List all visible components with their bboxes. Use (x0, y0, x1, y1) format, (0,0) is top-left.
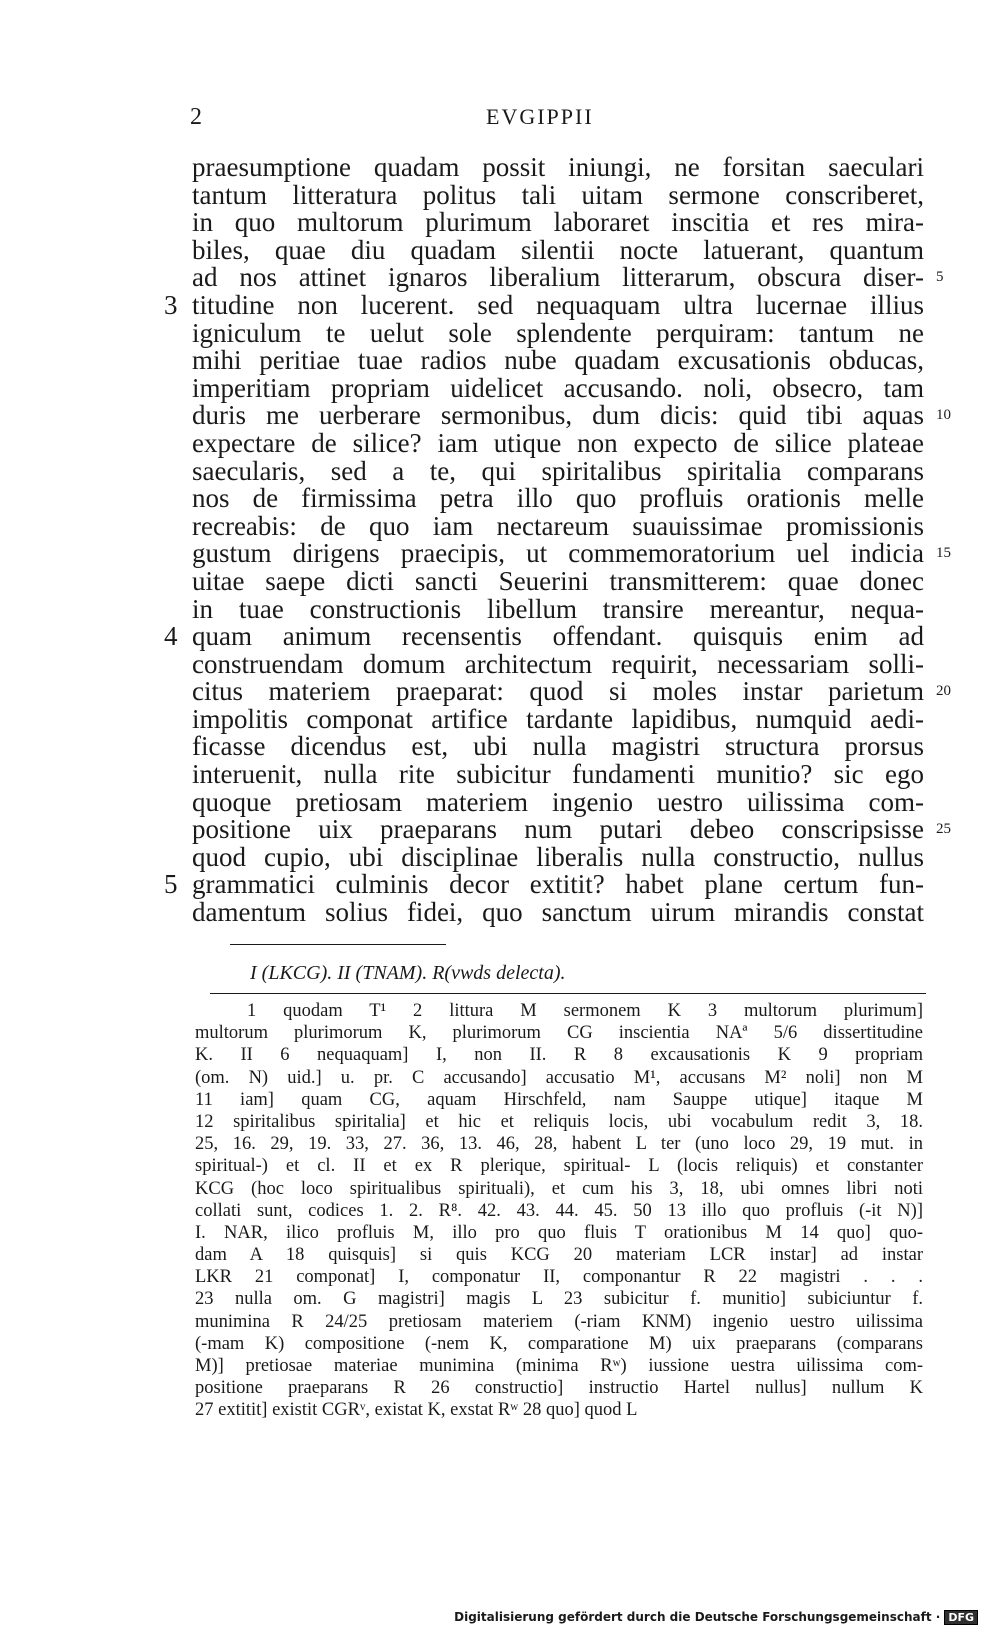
line-number: 20 (936, 683, 951, 700)
text-line (192, 262, 944, 293)
apparatus-line: collati sunt, codices 1. 2. R⁸. 42. 43. 44. 45. 50 13 illo quo profluis (-it N)] (195, 1200, 923, 1221)
text-line (192, 347, 924, 375)
text-line-content: ficasse dicendus est, ubi nulla magistri structura prorsus (192, 731, 924, 762)
text-line-content: tantum litteratura politus tali uitam sermone conscriberet, (192, 179, 924, 210)
text-line (164, 289, 924, 320)
apparatus-line: M)] pretiosae materiae munimina (minima Rʷ) iussione uestra uilissima com- (195, 1356, 923, 1376)
text-line (192, 154, 924, 182)
text-line-content: quam animum recensentis offendant. quisquis enim ad (192, 621, 924, 652)
section-rule (230, 944, 446, 945)
text-line-content: quod cupio, ubi disciplinae liberalis nulla constructio, nullus (192, 841, 924, 872)
main-text (164, 152, 951, 928)
apparatus-line: 27 extitit] existit CGRᵛ, existat K, exstat Rʷ 28 quo] quod L (195, 1400, 638, 1421)
text-line (192, 648, 924, 679)
text-line (192, 209, 924, 237)
text-line-content: construendam domum architectum requirit, necessariam solli- (192, 648, 924, 679)
apparatus-line: I. NAR, ilico profluis M, illo pro quo fluis T orationibus M 14 quo] quo- (195, 1222, 923, 1243)
text-line-content: biles, quae diu quadam silentii nocte latuerant, quantum (192, 234, 924, 265)
text-line (192, 593, 924, 624)
text-line-content: uitae saepe dicti sancti Seuerini transmitterem: quae donec (192, 565, 924, 596)
apparatus-rule (210, 993, 926, 994)
text-line (192, 676, 951, 707)
text-line-content: gustum dirigens praecipis, ut commemoratorium uel indicia (192, 538, 924, 569)
text-line (192, 565, 924, 596)
text-line-content: praesumptione quadam possit iniungi, ne forsitan saeculari (192, 152, 924, 182)
line-number: 5 (936, 269, 944, 286)
apparatus-line: 12 spiritalibus spiritalia] et hic et reliquis locis, ubi vocabulum redit 3, 18. (195, 1111, 923, 1132)
apparatus-line: positione praeparans R 26 constructio] instructio Hartel nullus] nullum K (195, 1378, 923, 1399)
text-line (192, 427, 924, 458)
apparatus-line: munimina R 24/25 pretiosam materiem (-riam KNM) ingenio uestro uilissima (195, 1311, 923, 1332)
text-line (192, 733, 924, 761)
section-number: 5 (164, 869, 178, 900)
text-line (192, 761, 924, 789)
text-line-content: ad nos attinet ignaros liberalium litterarum, obscura diser- (192, 262, 924, 293)
apparatus-line: (-mam K) compositione (-nem K, comparatione M) uix praeparans (comparans (195, 1333, 923, 1354)
text-line (192, 703, 924, 734)
text-line (164, 869, 924, 900)
conspectus-siglorum: I (LKCG). II (TNAM). R(vwds delecta). (250, 962, 566, 984)
digitization-credit (454, 1610, 978, 1625)
apparatus-line: (om. N) uid.] u. pr. C accusando] accusatio M¹, accusans M² noli] non M (195, 1067, 923, 1088)
line-number: 25 (936, 821, 951, 838)
text-line-content: citus materiem praeparat: quod si moles instar parietum (192, 676, 924, 707)
text-line-content: saecularis, sed a te, qui spiritalibus spiritalia comparans (192, 455, 924, 486)
text-line-content: interuenit, nulla rite subicitur fundamenti munitio? sic ego (192, 759, 924, 790)
text-line (192, 814, 951, 845)
text-line-content: in quo multorum plurimum laboraret inscitia et res mira- (192, 207, 924, 238)
text-line-content: titudine non lucerent. sed nequaquam ultra lucernae illius (192, 289, 924, 320)
apparatus-line: spiritual-) et cl. II et ex R plerique, spiritual- L (locis reliquis) et constanter (195, 1156, 923, 1177)
text-line (192, 372, 924, 403)
apparatus-line: K. II 6 nequaquam] I, non II. R 8 excausationis K 9 propriam (195, 1045, 923, 1066)
text-line (192, 510, 924, 541)
text-line (192, 234, 924, 265)
page-header (0, 104, 1000, 134)
apparatus-line: 25, 16. 29, 19. 33, 27. 36, 13. 46, 28, habent L ter (uno loco 29, 19 mut. in (195, 1134, 923, 1155)
line-number: 10 (936, 407, 951, 424)
text-line (192, 485, 924, 513)
text-line-content: in tuae constructionis libellum transire mereantur, nequa- (192, 593, 924, 624)
text-line (192, 400, 951, 431)
text-line-content: igniculum te uelut sole splendente perquiram: tantum ne (192, 317, 924, 348)
apparatus-line: 1 quodam T¹ 2 littura M sermonem K 3 multorum plurimum] (247, 1001, 923, 1021)
text-line-content: quoque pretiosam materiem ingenio uestro uilissima com- (192, 786, 924, 817)
text-line (164, 621, 924, 652)
text-line-content: impolitis componat artifice tardante lapidibus, numquid aedi- (192, 703, 924, 734)
text-line (192, 538, 951, 569)
apparatus-line: dam A 18 quisquis] si quis KCG 20 materiam LCR instar] ad instar (195, 1245, 923, 1266)
apparatus-line: KCG (hoc loco spiritualibus spirituali), et cum his 3, 18, ubi omnes libri noti (195, 1178, 923, 1199)
running-title: EVGIPPII (486, 104, 594, 129)
dfg-logo: DFG (944, 1610, 978, 1625)
page-number: 2 (190, 104, 202, 130)
section-number: 3 (164, 289, 178, 320)
text-line-content: duris me uerberare sermonibus, dum dicis: quid tibi aquas (192, 400, 924, 431)
critical-apparatus (195, 1000, 923, 1422)
text-line-content: nos de firmissima petra illo quo profluis orationis melle (192, 483, 924, 514)
apparatus-line: 23 nulla om. G magistri] magis L 23 subicitur f. munitio] subiciuntur f. (195, 1289, 923, 1310)
text-line (192, 317, 924, 348)
text-line-content: mihi peritiae tuae radios nube quadam excusationis obducas, (192, 345, 924, 376)
text-line-content: recreabis: de quo iam nectareum suauissimae promissionis (192, 510, 924, 541)
apparatus-line: multorum plurimorum K, plurimorum CG inscientia NAª 5/6 dissertitudine (195, 1023, 923, 1044)
text-line-content: expectare de silice? iam utique non expecto de silice plateae (192, 427, 924, 458)
line-number: 15 (936, 545, 951, 562)
text-line-content: damentum solius fidei, quo sanctum uirum mirandis constat (192, 897, 924, 928)
apparatus-line: 11 iam] quam CG, aquam Hirschfeld, nam Sauppe utique] itaque M (195, 1089, 923, 1110)
text-line-content: grammatici culminis decor extitit? habet plane certum fun- (192, 869, 924, 900)
text-line-content: imperitiam propriam uidelicet accusando. noli, obsecro, tam (192, 372, 924, 403)
apparatus-line: LKR 21 componat] I, componatur II, componantur R 22 magistri . . . (195, 1267, 923, 1288)
text-line (192, 786, 924, 817)
text-line (192, 841, 924, 872)
section-number: 4 (164, 621, 178, 652)
text-line (192, 899, 924, 927)
text-line (192, 455, 924, 486)
text-line-content: positione uix praeparans num putari debeo conscripsisse (192, 814, 924, 845)
text-line (192, 179, 924, 210)
credit-text: Digitalisierung gefördert durch die Deutsche Forschungsgemeinschaft · (454, 1610, 941, 1624)
